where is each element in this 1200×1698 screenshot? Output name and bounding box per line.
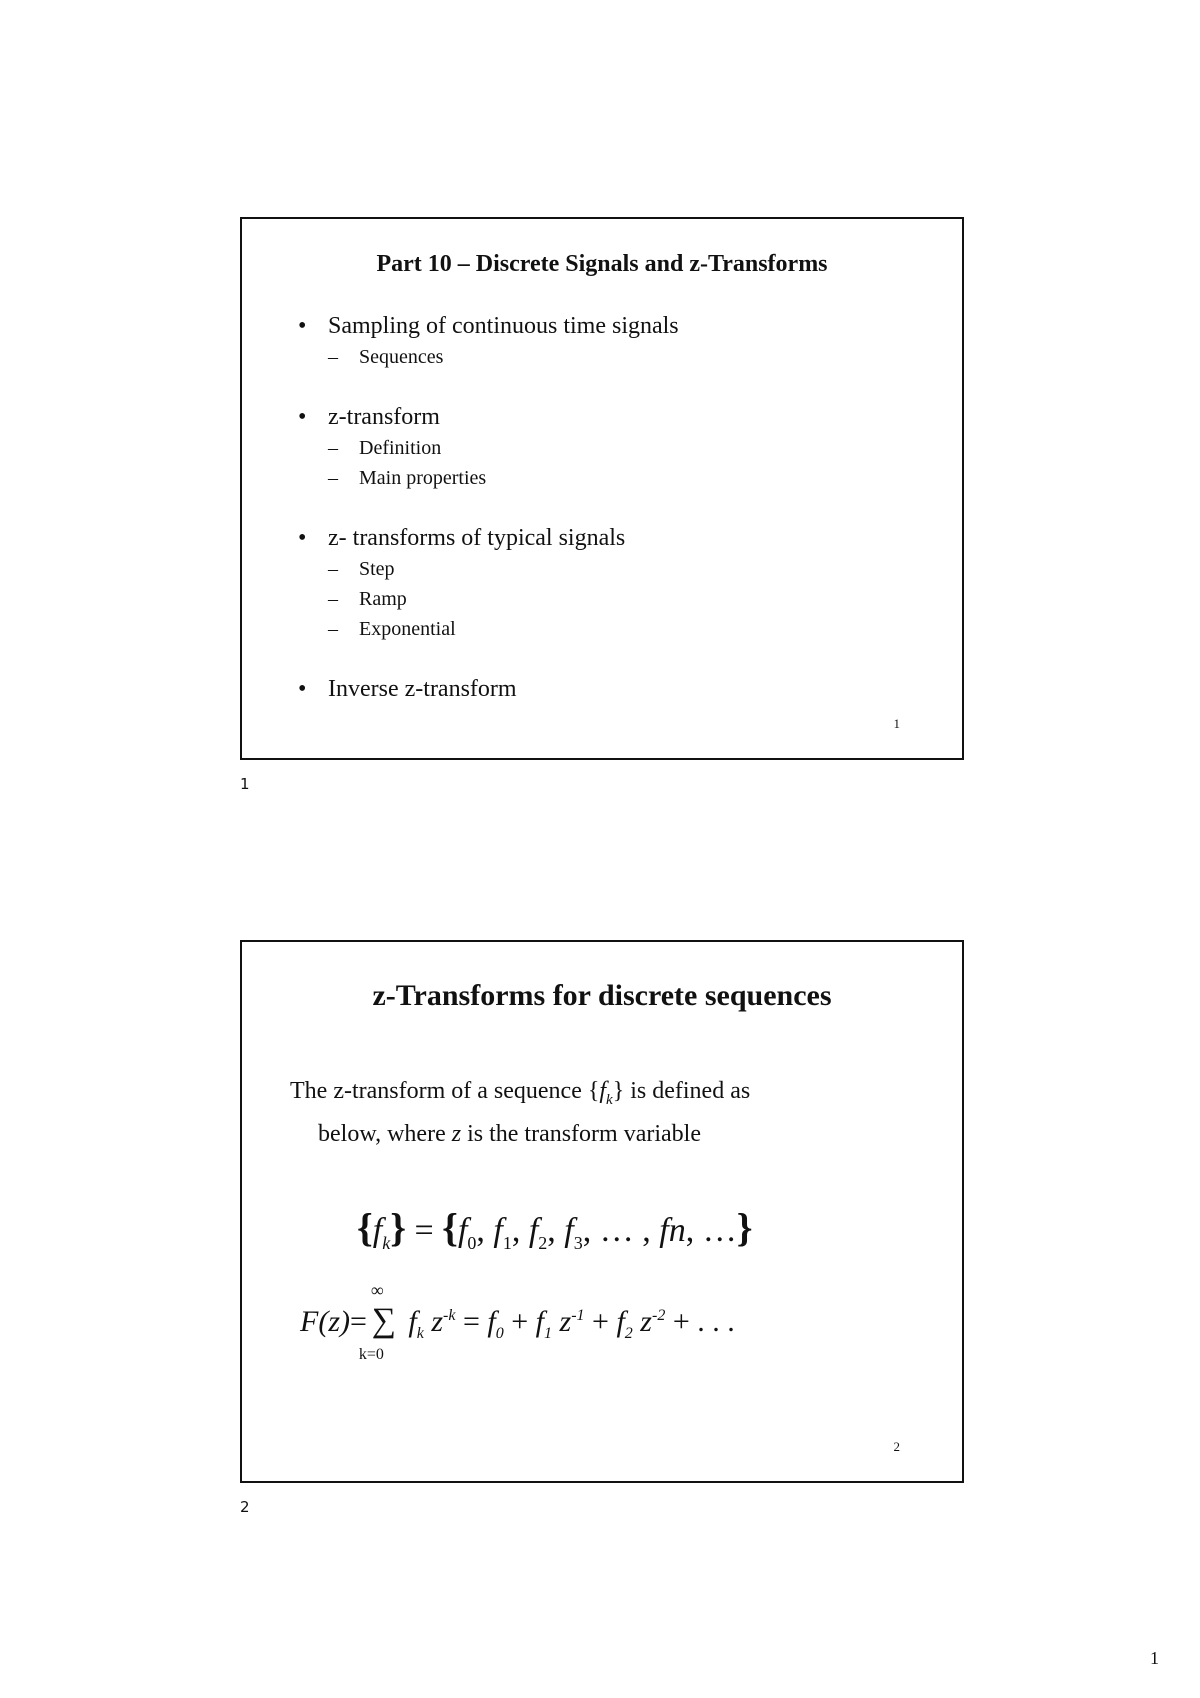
slide-title: Part 10 – Discrete Signals and z-Transforms [376, 251, 828, 277]
dash-icon: – [328, 558, 338, 580]
bullet-group [298, 523, 922, 644]
body-line-1: The z-transform of a sequence $\{f_k\}$ is defined as [290, 1078, 751, 1108]
sub-item-text: Main properties [359, 467, 487, 489]
dash-icon: – [328, 467, 338, 489]
bullet-text: Inverse z-transform [328, 676, 517, 702]
slide-label: 1 [240, 775, 250, 793]
bullet-icon: • [298, 313, 307, 339]
bullet-item [298, 311, 922, 342]
z-transform-equation: F(z)= ∞ ∑ k=0 $f_k$ $z^{-k} = f_0 + f_1$ $z^{-1} + f_2$ $z^{-2}$ + . . . [300, 1280, 735, 1363]
slide-number: 1 [893, 716, 900, 731]
sub-item-text: Step [359, 558, 395, 580]
bullet-text: z- transforms of typical signals [328, 525, 626, 551]
dash-icon: – [328, 618, 338, 640]
bullet-group [298, 311, 922, 372]
bullet-group [298, 402, 922, 493]
sub-item [328, 433, 922, 463]
sub-item [328, 463, 922, 493]
sub-item [328, 584, 922, 614]
bullet-item [298, 523, 922, 554]
sub-item [328, 342, 922, 372]
bullet-list [298, 311, 922, 735]
slide-number: 2 [893, 1439, 900, 1454]
bullet-item [298, 402, 922, 433]
body-line-2: below, where z is the transform variable [318, 1120, 701, 1147]
bullet-group [298, 674, 922, 705]
slide-2 [240, 940, 964, 1483]
slide-label: 2 [240, 1498, 250, 1516]
bullet-item [298, 674, 922, 705]
dash-icon: – [328, 437, 338, 459]
bullet-icon: • [298, 525, 307, 551]
bullet-icon: • [298, 676, 307, 702]
slide-body-text [290, 1074, 882, 1151]
sub-item-text: Exponential [359, 618, 456, 640]
sub-item-text: Definition [359, 437, 442, 459]
sequence-equation: $\{f_k\} = \{f_0$, $f_1$, $f_2$, $f_3$, … , fn, …} [357, 1205, 753, 1253]
sub-item-text: Ramp [359, 588, 407, 610]
sub-item [328, 614, 922, 644]
sub-item [328, 554, 922, 584]
dash-icon: – [328, 346, 338, 368]
page-number: 1 [1150, 1648, 1159, 1668]
slide-1 [240, 217, 964, 760]
bullet-text: Sampling of continuous time signals [328, 313, 679, 339]
bullet-icon: • [298, 404, 307, 430]
dash-icon: – [328, 588, 338, 610]
sub-item-text: Sequences [359, 346, 444, 368]
bullet-text: z-transform [328, 404, 440, 430]
slide-title: z-Transforms for discrete sequences [372, 979, 832, 1012]
